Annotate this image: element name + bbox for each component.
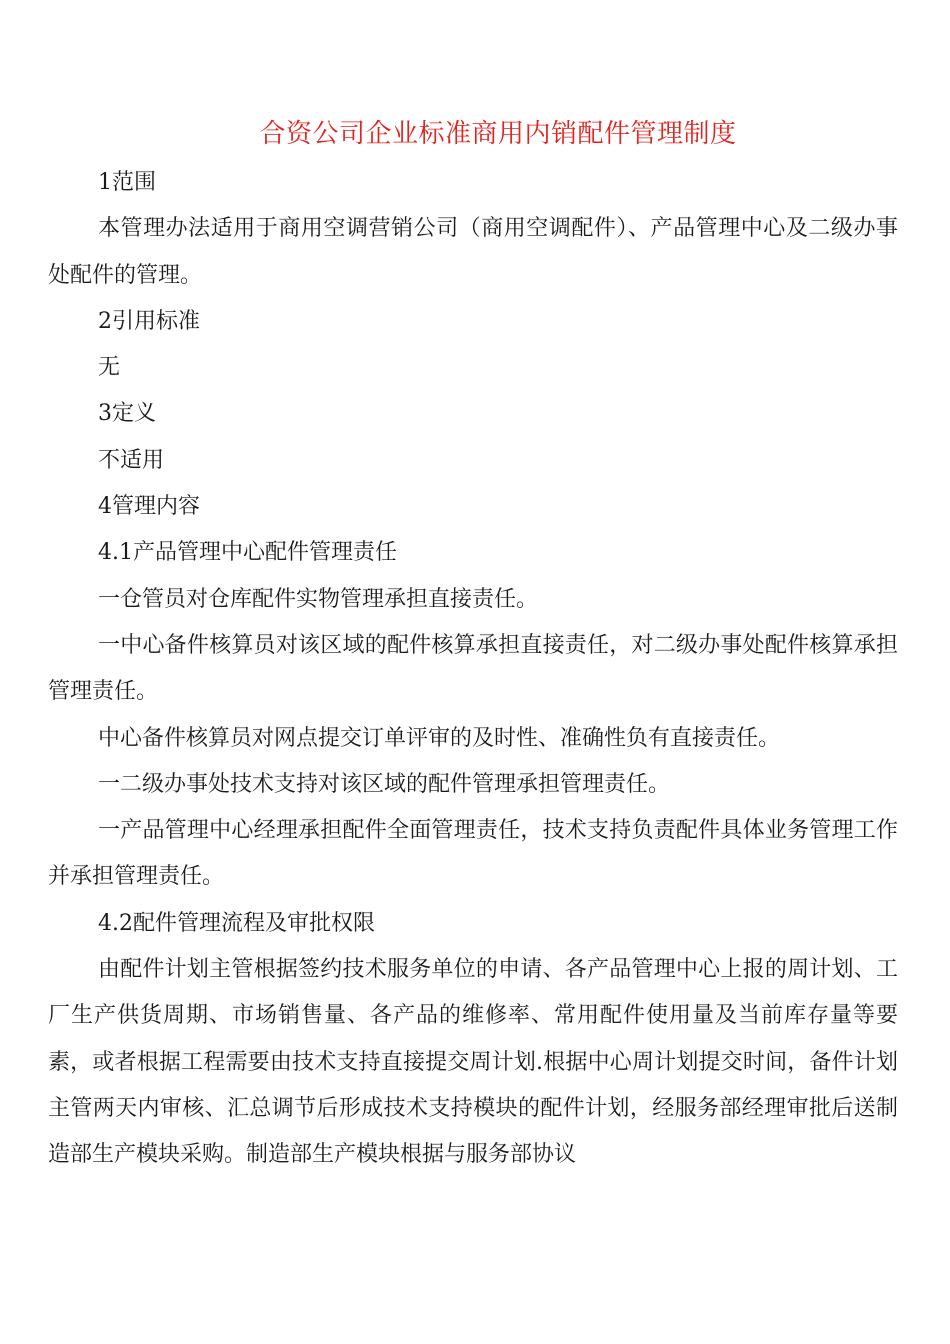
scope-paragraph: 本管理办法适用于商用空调营销公司（商用空调配件）、产品管理中心及二级办事处配件的管理。 xyxy=(48,216,898,288)
responsibility-item: 一仓管员对仓库配件实物管理承担直接责任。 xyxy=(98,586,539,612)
subsection-heading-4-1: 4.1产品管理中心配件管理责任 xyxy=(98,540,397,566)
section-heading-references: 2引用标准 xyxy=(98,308,200,334)
document-body xyxy=(48,160,898,1179)
process-paragraph: 由配件计划主管根据签约技术服务单位的申请、各产品管理中心上报的周计划、工厂生产供货周期、市场销售量、各产品的维修率、常用配件使用量及当前库存量等要素，或者根据工程需要由技术支持直接提交周计划.根据中心周计划提交时间，备件计划主管两天内审核、汇总调节后形成技术支持模块的配件计划，经服务部经理审批后送制造部生产模块采购。制造部生产模块根据与服务部协议 xyxy=(48,957,898,1168)
subsection-heading-4-2: 4.2配件管理流程及审批权限 xyxy=(98,910,375,936)
responsibility-item: 一二级办事处技术支持对该区域的配件管理承担管理责任。 xyxy=(98,771,671,797)
section-heading-management: 4管理内容 xyxy=(98,494,200,520)
responsibility-item: 一产品管理中心经理承担配件全面管理责任，技术支持负责配件具体业务管理工作并承担管理责任。 xyxy=(48,818,898,890)
responsibility-item: 中心备件核算员对网点提交订单评审的及时性、准确性负有直接责任。 xyxy=(98,725,781,751)
section-heading-definitions: 3定义 xyxy=(98,401,156,427)
references-paragraph: 无 xyxy=(98,355,121,381)
section-heading-scope: 1范围 xyxy=(98,170,156,195)
responsibility-item: 一中心备件核算员对该区域的配件核算承担直接责任，对二级办事处配件核算承担管理责任。 xyxy=(48,632,898,705)
document-title: 合资公司企业标准商用内销配件管理制度 xyxy=(259,119,737,149)
definitions-paragraph: 不适用 xyxy=(98,447,165,473)
